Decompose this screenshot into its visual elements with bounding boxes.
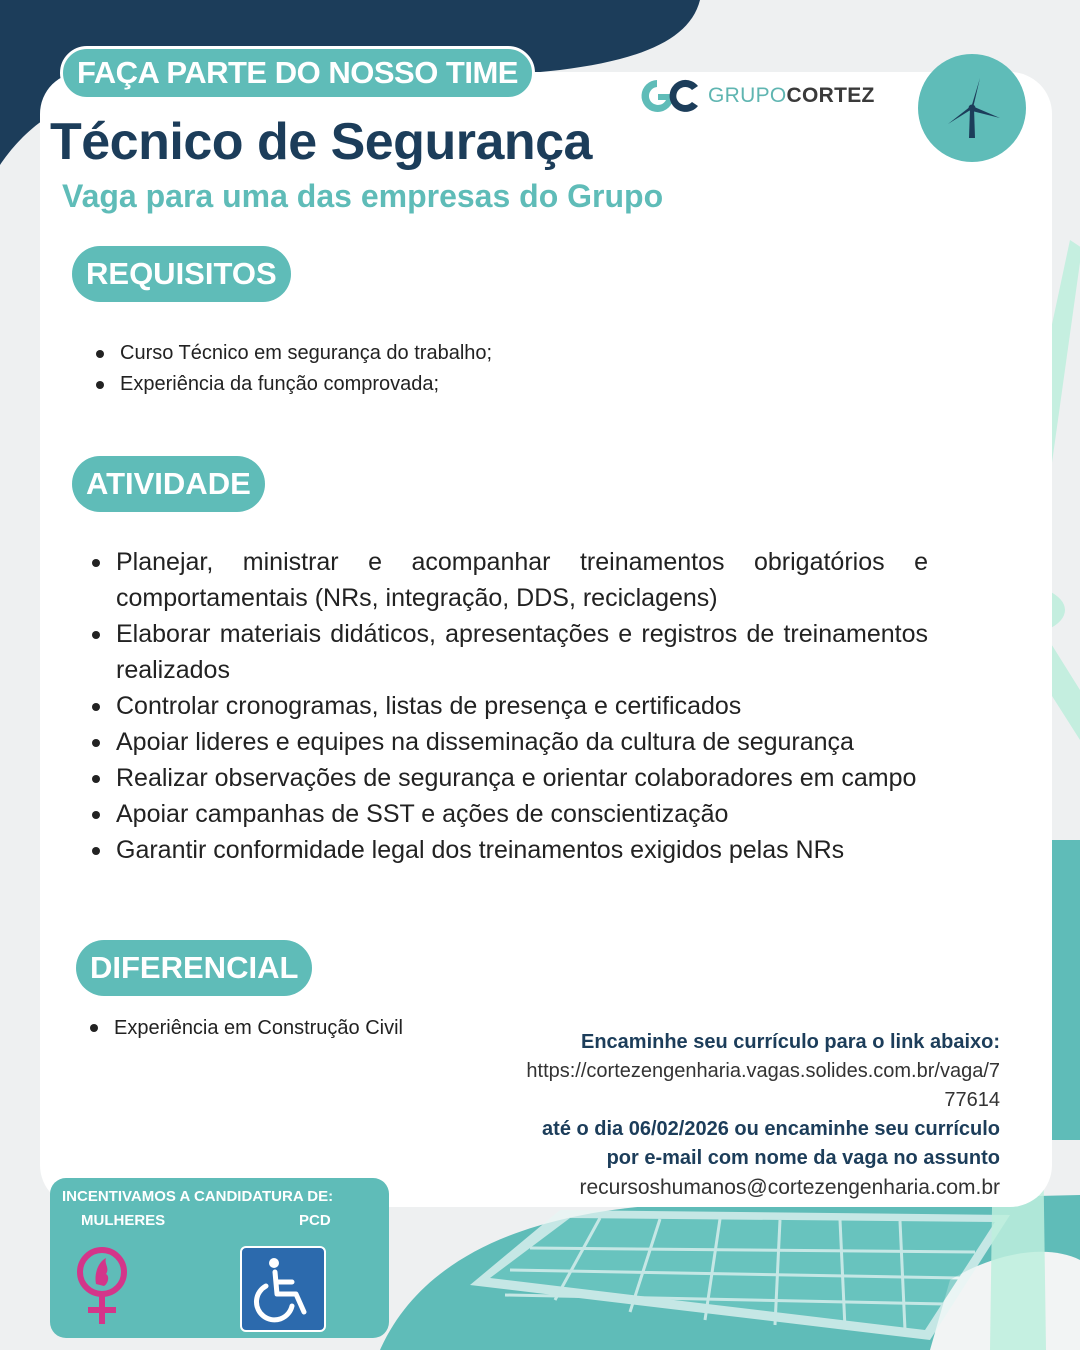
diferencial-header: DIFERENCIAL <box>76 940 312 996</box>
list-item: Elaborar materiais didáticos, apresentações e registros de treinamentos realizados <box>92 616 928 688</box>
apply-link-line2[interactable]: 77614 <box>944 1089 1000 1111</box>
deadline-line2: por e-mail com nome da vaga no assunto <box>606 1147 1000 1169</box>
join-team-badge: FAÇA PARTE DO NOSSO TIME <box>60 46 535 100</box>
list-item: Curso Técnico em segurança do trabalho; <box>96 338 492 369</box>
requisitos-list <box>96 338 492 400</box>
brand-name <box>708 84 875 108</box>
atividade-header: ATIVIDADE <box>72 456 265 512</box>
turbine-badge <box>918 54 1026 162</box>
job-subtitle: Vaga para uma das empresas do Grupo <box>62 178 664 214</box>
apply-link[interactable] <box>440 1057 1000 1115</box>
apply-link-line1[interactable]: https://cortezengenharia.vagas.solides.com.br/vaga/7 <box>526 1060 1000 1082</box>
wind-turbine-icon <box>918 54 1026 162</box>
deadline-line1: até o dia 06/02/2026 ou encaminhe seu currículo <box>542 1118 1000 1140</box>
job-title: Técnico de Segurança <box>50 113 592 171</box>
atividade-list <box>92 544 928 868</box>
incentive-title: INCENTIVAMOS A CANDIDATURA DE: <box>62 1188 334 1205</box>
apply-intro: Encaminhe seu currículo para o link abaixo: <box>580 1031 1000 1053</box>
pcd-badge <box>240 1246 326 1332</box>
list-item: Controlar cronogramas, listas de presença e certificados <box>92 688 928 724</box>
list-item: Experiência da função comprovada; <box>96 369 492 400</box>
diferencial-list <box>90 1014 403 1042</box>
list-item: Realizar observações de segurança e orientar colaboradores em campo <box>92 760 928 796</box>
list-item: Planejar, ministrar e acompanhar treinamentos obrigatórios e comportamentais (NRs, integração, DDS, reciclagens) <box>92 544 928 616</box>
pcd-label: PCD <box>299 1212 331 1229</box>
application-instructions <box>440 1028 1000 1202</box>
list-item: Apoiar lideres e equipes na disseminação da cultura de segurança <box>92 724 928 760</box>
list-item: Experiência em Construção Civil <box>90 1014 403 1042</box>
wheelchair-icon <box>242 1248 324 1330</box>
women-label: MULHERES <box>81 1212 166 1229</box>
grupo-cortez-logo <box>638 76 878 118</box>
list-item: Garantir conformidade legal dos treinamentos exigidos pelas NRs <box>92 832 928 868</box>
female-symbol-icon <box>72 1244 134 1328</box>
diversity-incentive-box <box>50 1178 389 1338</box>
gc-monogram-icon <box>638 76 700 116</box>
brand-name-light: GRUPO <box>708 84 787 107</box>
contact-email[interactable]: recursoshumanos@cortezengenharia.com.br <box>579 1176 1000 1199</box>
brand-name-bold: CORTEZ <box>786 84 875 107</box>
list-item: Apoiar campanhas de SST e ações de conscientização <box>92 796 928 832</box>
requisitos-header: REQUISITOS <box>72 246 291 302</box>
